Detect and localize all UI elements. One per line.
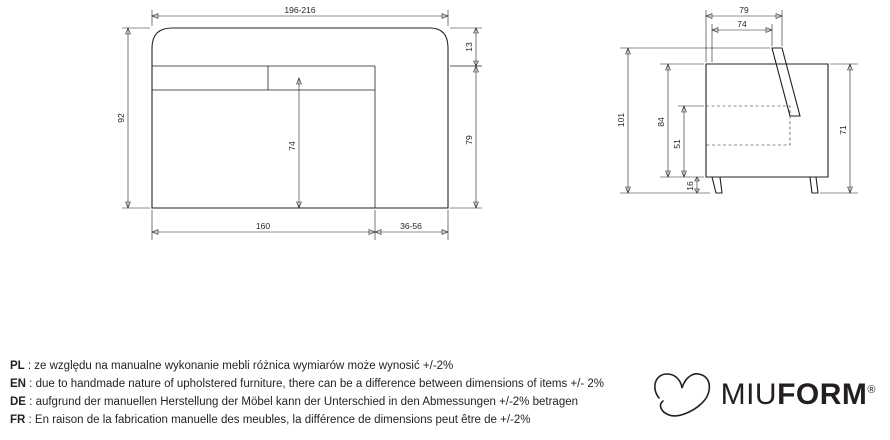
legend-code-fr: FR [10, 414, 26, 426]
front-dim-3656-label: 36-56 [400, 221, 422, 231]
legend-code-pl: PL [10, 360, 25, 372]
side-dim-71-label: 71 [838, 125, 848, 135]
legend-block [10, 357, 605, 429]
legend-code-de: DE [10, 396, 26, 408]
legend-text-de: : aufgrund der manuellen Herstellung der Möbel kann der Unterschied in den Abmessungen +/-2% betragen [25, 396, 579, 408]
side-seat-dashed-area [706, 106, 790, 145]
brand-logo [649, 368, 876, 422]
legend-text-en: : due to handmade nature of upholstered furniture, there can be a difference between dimensions of items +/- 2% [25, 378, 605, 390]
side-dim-74-label: 74 [737, 19, 747, 29]
brand-letter-m: M [720, 378, 747, 411]
side-sofa-outline [706, 64, 828, 177]
front-sofa-outline [152, 28, 448, 208]
legend-text-fr: : En raison de la fabrication manuelle des meubles, la différence de dimensions peut être de +/-2% [25, 414, 531, 426]
front-view-group [116, 5, 482, 240]
legend-row-fr [10, 411, 570, 429]
side-dim-79-label: 79 [739, 5, 749, 15]
brand-registered-mark: ® [867, 384, 876, 396]
side-dim-101-label: 101 [616, 112, 626, 128]
front-dim-79-label: 79 [464, 135, 474, 145]
front-dim-height-label: 92 [116, 113, 126, 123]
side-dim-51-label: 51 [672, 139, 682, 149]
legend-code-en: EN [10, 378, 26, 390]
side-leg-back [810, 177, 818, 193]
side-dim-16-label: 16 [685, 181, 695, 191]
brand-form: FORM [777, 378, 868, 411]
legend-row-de [10, 393, 579, 411]
legend-row-en [10, 375, 605, 393]
front-dim-74-label: 74 [287, 141, 297, 151]
side-leg-front [712, 177, 722, 193]
side-view-group [616, 5, 858, 193]
brand-wordmark [721, 378, 876, 412]
front-dim-160-label: 160 [255, 221, 271, 231]
heart-outline-icon [649, 368, 715, 422]
front-dim-width-label: 196-216 [284, 5, 316, 15]
brand-iu: IU [746, 378, 778, 411]
legend-row-pl [10, 357, 570, 375]
front-dim-13-label: 13 [464, 42, 474, 52]
legend-text-pl: : ze względu na manualne wykonanie mebli różnica wymiarów może wynosić +/-2% [24, 360, 454, 372]
side-dim-84-label: 84 [656, 117, 666, 127]
